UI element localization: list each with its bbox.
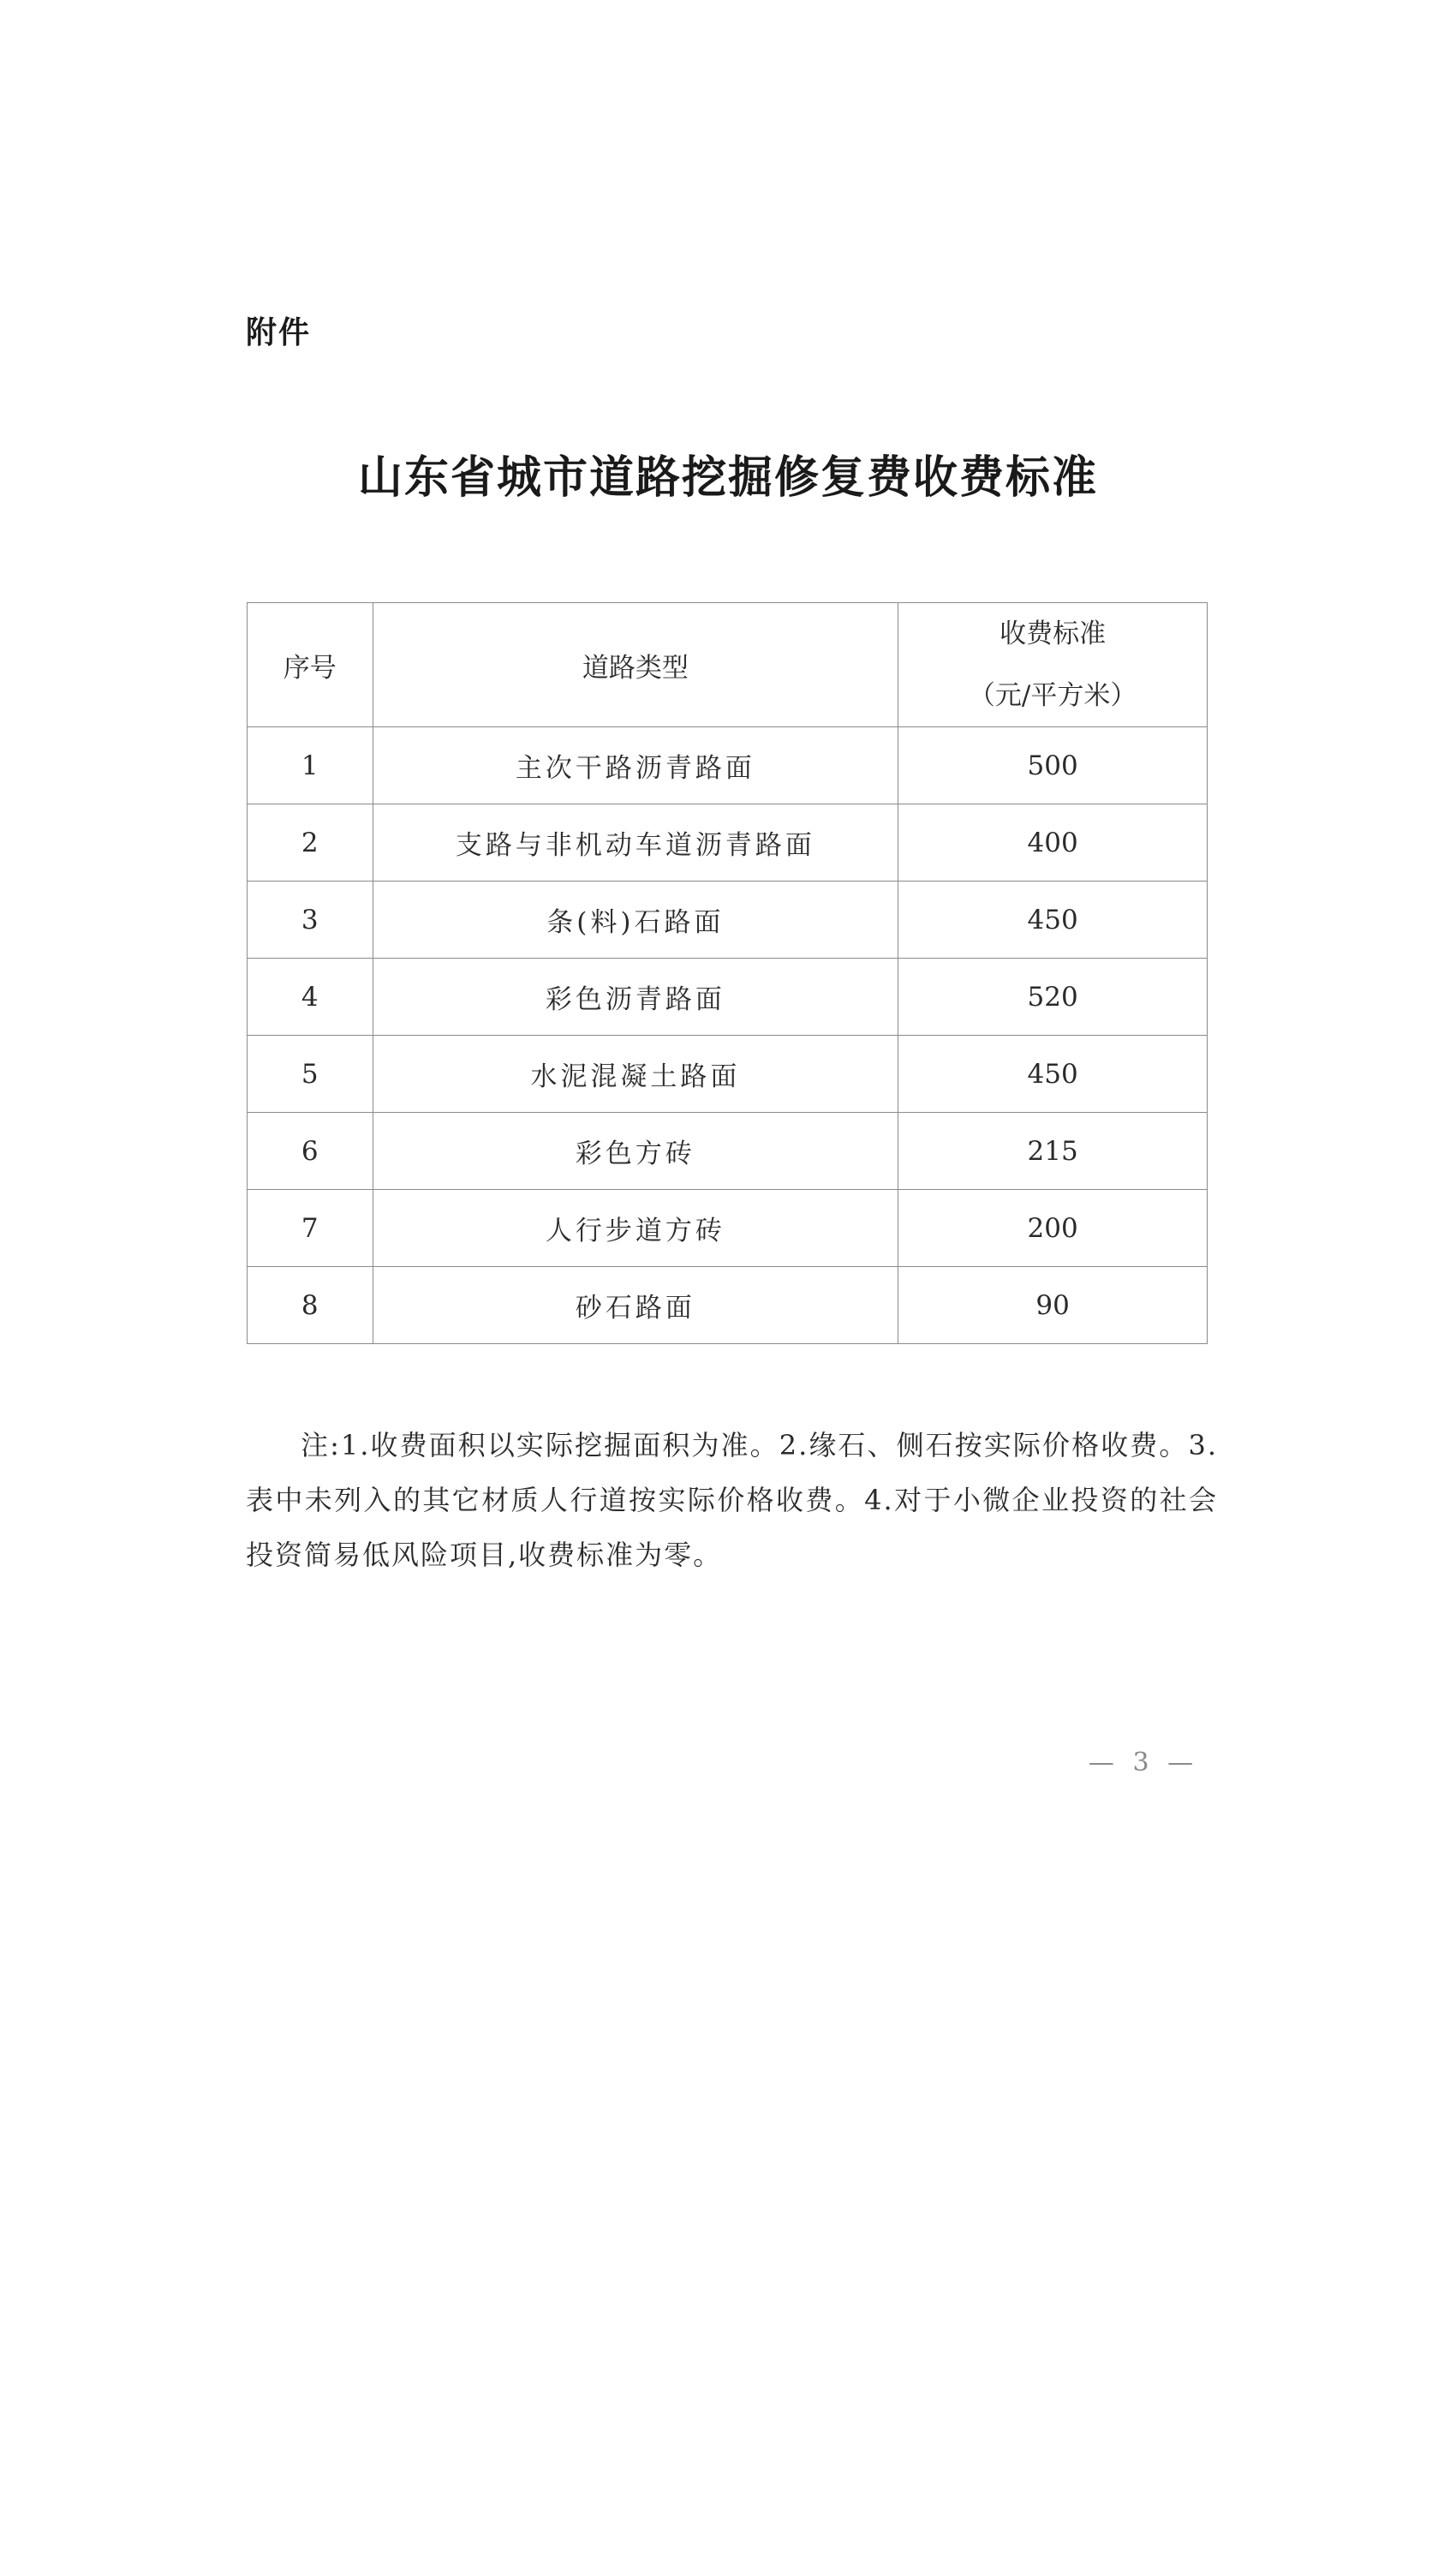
fee-standard-table — [247, 602, 1208, 1344]
row-serial-number: 5 — [248, 1036, 373, 1113]
table-row — [248, 1267, 1208, 1344]
row-fee: 450 — [898, 882, 1208, 959]
table-notes: 注:1.收费面积以实际挖掘面积为准。2.缘石、侧石按实际价格收费。3.表中未列入的其它材质人行道按实际价格收费。4.对于小微企业投资的社会投资简易低风险项目,收费标准为零。 — [246, 1429, 1218, 1571]
row-serial-number: 1 — [248, 727, 373, 804]
row-fee: 520 — [898, 959, 1208, 1036]
row-road-type: 条(料)石路面 — [373, 882, 898, 959]
row-serial-number: 6 — [248, 1113, 373, 1190]
row-serial-number: 2 — [248, 804, 373, 882]
header-fee-standard — [898, 603, 1208, 727]
table-header-row — [248, 603, 1208, 727]
row-road-type: 人行步道方砖 — [373, 1190, 898, 1267]
row-road-type: 彩色方砖 — [373, 1113, 898, 1190]
row-fee: 200 — [898, 1190, 1208, 1267]
page-number: — 3 — — [1088, 1748, 1199, 1778]
row-serial-number: 3 — [248, 882, 373, 959]
table-row — [248, 882, 1208, 959]
row-serial-number: 8 — [248, 1267, 373, 1344]
table-row — [248, 1113, 1208, 1190]
row-road-type: 主次干路沥青路面 — [373, 727, 898, 804]
table-row — [248, 727, 1208, 804]
row-fee: 500 — [898, 727, 1208, 804]
row-road-type: 水泥混凝土路面 — [373, 1036, 898, 1113]
attachment-label: 附件 — [246, 315, 312, 350]
row-serial-number: 4 — [248, 959, 373, 1036]
row-fee: 90 — [898, 1267, 1208, 1344]
row-fee: 215 — [898, 1113, 1208, 1190]
table-row — [248, 959, 1208, 1036]
row-road-type: 砂石路面 — [373, 1267, 898, 1344]
table-row — [248, 804, 1208, 882]
header-fee-title: 收费标准 — [1000, 619, 1107, 649]
row-serial-number: 7 — [248, 1190, 373, 1267]
row-road-type: 支路与非机动车道沥青路面 — [373, 804, 898, 882]
row-road-type: 彩色沥青路面 — [373, 959, 898, 1036]
header-fee-unit: （元/平方米） — [968, 680, 1137, 711]
row-fee: 450 — [898, 1036, 1208, 1113]
document-title: 山东省城市道路挖掘修复费收费标准 — [357, 451, 1098, 504]
header-serial-number: 序号 — [248, 603, 373, 727]
header-road-type: 道路类型 — [373, 603, 898, 727]
table-row — [248, 1036, 1208, 1113]
table-row — [248, 1190, 1208, 1267]
row-fee: 400 — [898, 804, 1208, 882]
